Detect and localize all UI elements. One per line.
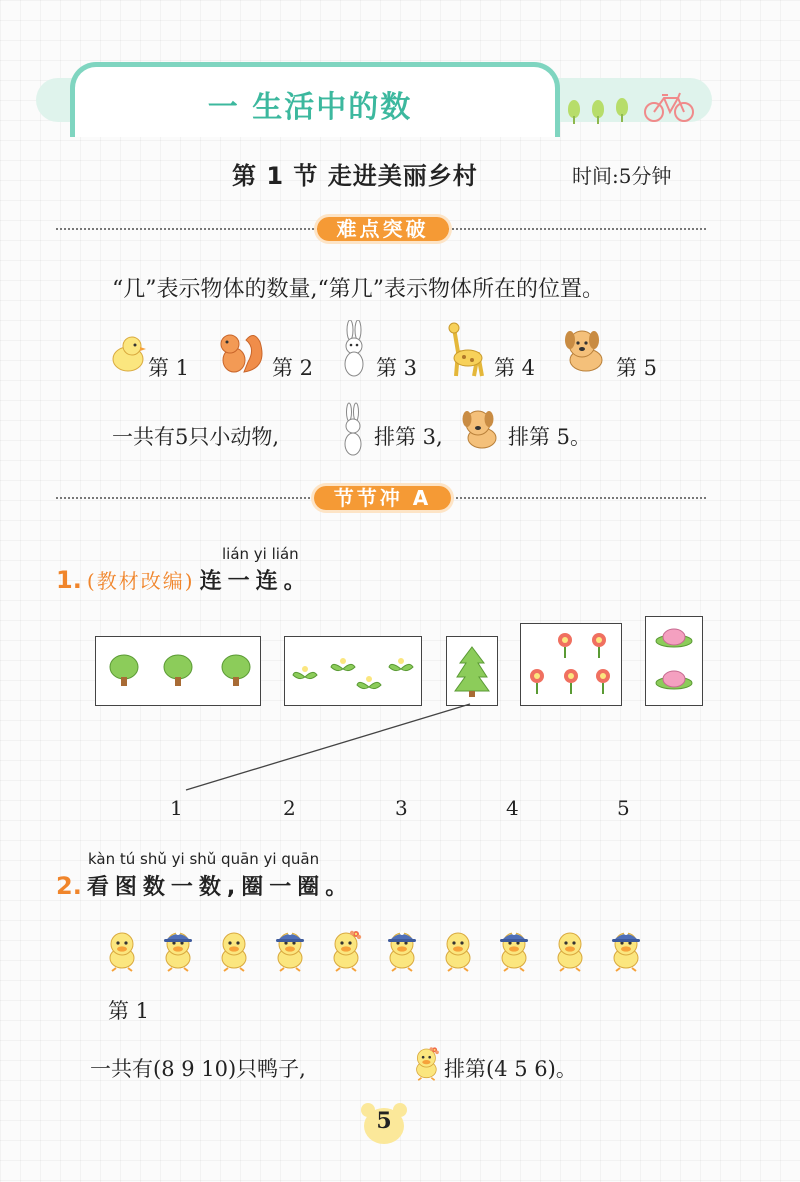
q1-number: 1.: [56, 566, 82, 594]
number-label-4[interactable]: 4: [506, 796, 519, 820]
chick-icon: [108, 334, 148, 374]
flower-icon: [521, 624, 621, 705]
trees-box[interactable]: [95, 636, 261, 706]
duck-hat-icon[interactable]: [270, 922, 310, 974]
q1-pinyin: lián yi lián: [222, 545, 299, 563]
duck-flower-icon: [410, 1040, 444, 1086]
q2-number: 2.: [56, 872, 82, 900]
duck-row: [102, 922, 662, 982]
q1-source: (教材改编): [86, 569, 195, 593]
pine-tree-box[interactable]: [446, 636, 498, 706]
answer-text-1: 一共有(8 9 10)只鸭子,: [90, 1057, 306, 1081]
number-label-5[interactable]: 5: [617, 796, 630, 820]
squirrel-icon: [210, 328, 266, 378]
sprout-icon: [285, 637, 421, 705]
duck-hat-icon[interactable]: [158, 922, 198, 974]
tree-icon: [96, 637, 260, 705]
tree-decoration-icon: [568, 100, 638, 130]
sprouts-box[interactable]: [284, 636, 422, 706]
first-label: 第 1: [108, 999, 150, 1023]
number-label-3[interactable]: 3: [395, 796, 408, 820]
pine-tree-icon: [447, 637, 497, 705]
number-label-2[interactable]: 2: [283, 796, 296, 820]
order-label-2: 第 2: [272, 356, 314, 380]
giraffe-icon: [444, 322, 490, 378]
q2-text: 看图数一数,圈一圈。: [86, 875, 354, 900]
summary-text-2: 排第 3,: [374, 425, 443, 449]
duck-hat-icon[interactable]: [382, 922, 422, 974]
answer-text-2[interactable]: 排第(4 5 6)。: [444, 1057, 577, 1081]
summary-text-3: 排第 5。: [508, 425, 592, 449]
difficulty-pill: 难点突破: [317, 217, 449, 241]
page-number: 5: [376, 1108, 392, 1134]
number-label-1[interactable]: 1: [170, 796, 183, 820]
duck-hat-icon[interactable]: [494, 922, 534, 974]
order-label-3: 第 3: [376, 356, 418, 380]
order-label-1: 第 1: [148, 356, 190, 380]
q2-pinyin: kàn tú shǔ yi shǔ quān yi quān: [88, 850, 320, 868]
duck-icon[interactable]: [214, 922, 254, 974]
pink-flowers-box[interactable]: [645, 616, 703, 706]
rabbit-icon: [338, 402, 368, 458]
explanation-text: “几”表示物体的数量,“第几”表示物体所在的位置。: [112, 277, 604, 302]
duck-flower-icon[interactable]: [326, 922, 366, 974]
question-1: [56, 564, 312, 595]
red-flowers-box[interactable]: [520, 623, 622, 706]
summary-text-1: 一共有5只小动物,: [112, 425, 280, 449]
section-title: 第 1 节 走进美丽乡村: [232, 162, 478, 190]
practice-pill: 节节冲 A: [314, 486, 451, 510]
unit-title: 一 生活中的数: [207, 90, 413, 125]
time-note: 时间:5分钟: [572, 164, 672, 188]
question-2: [56, 870, 353, 901]
lotus-icon: [646, 617, 702, 705]
q1-text: 连一连。: [199, 569, 312, 594]
order-label-4: 第 4: [494, 356, 536, 380]
bicycle-icon: [644, 90, 694, 124]
duck-icon[interactable]: [550, 922, 590, 974]
rabbit-icon: [336, 320, 372, 380]
duck-hat-icon[interactable]: [606, 922, 646, 974]
duck-icon[interactable]: [438, 922, 478, 974]
puppy-icon: [560, 326, 612, 374]
order-label-5: 第 5: [616, 356, 658, 380]
duck-icon[interactable]: [102, 922, 142, 974]
puppy-icon: [458, 406, 506, 450]
